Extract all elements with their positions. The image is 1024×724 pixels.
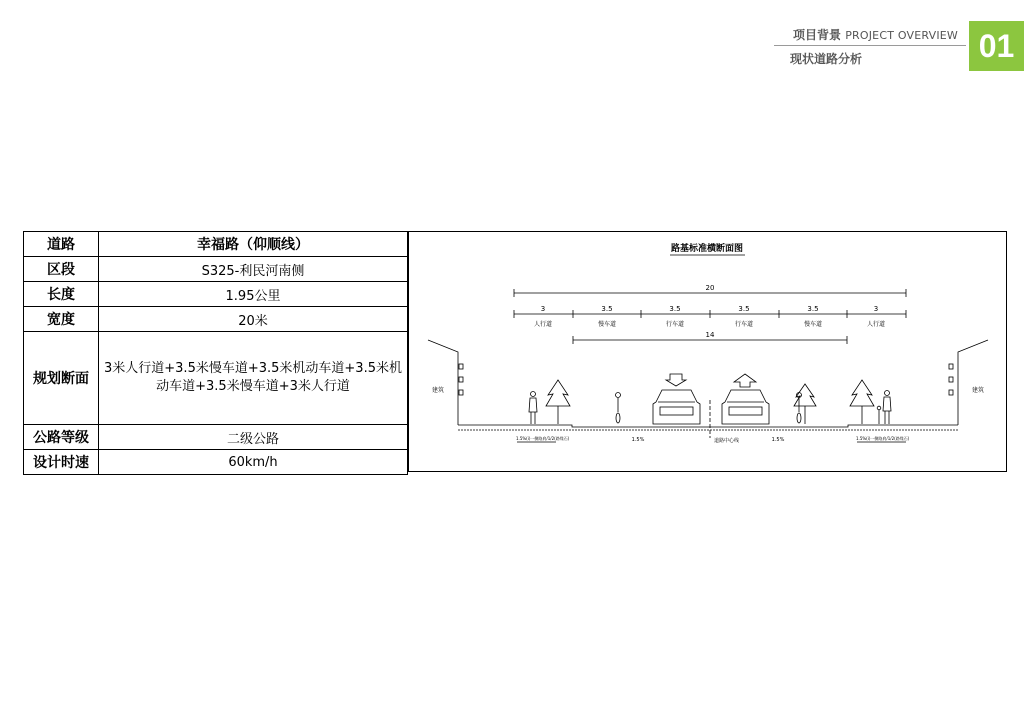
tree-icon [850, 380, 874, 424]
section-title [793, 26, 958, 43]
row-value: 幸福路（仰顺线） [99, 232, 408, 257]
building-window [459, 364, 463, 369]
segment-label: 人行道 [533, 321, 553, 328]
tree-icon [546, 380, 570, 424]
segment-width: 3 [873, 305, 879, 313]
building-window [949, 377, 953, 382]
building-window [949, 364, 953, 369]
segment-label: 行车道 [734, 321, 754, 328]
segment-width: 3.5 [669, 305, 681, 313]
row-label: 宽度 [24, 307, 99, 332]
left-building-label: 建筑 [432, 387, 445, 394]
car-right-icon [722, 374, 769, 424]
table-row [24, 332, 408, 425]
row-label: 区段 [24, 257, 99, 282]
carriageway-width-label: 14 [705, 331, 715, 339]
sidewalk-slope-right: 1.5%(i)一侧路肩/1/2(路缘石) [856, 436, 910, 441]
right-building [958, 340, 988, 425]
building-window [459, 390, 463, 395]
slope-right: 1.5% [771, 437, 785, 443]
segment-width: 3 [540, 305, 546, 313]
segment-label: 慢车道 [597, 321, 617, 328]
table-row [24, 450, 408, 475]
road-info-table [23, 231, 408, 475]
row-label: 设计时速 [24, 450, 99, 475]
segment-label: 行车道 [665, 321, 685, 328]
header-divider [774, 45, 966, 46]
row-value: S325-利民河南侧 [99, 257, 408, 282]
car-left-icon [653, 374, 700, 424]
segment-width: 3.5 [738, 305, 750, 313]
row-label: 规划断面 [24, 332, 99, 425]
left-building [428, 340, 458, 425]
pedestrian-right-icon [877, 391, 891, 425]
cross-section-drawing [408, 231, 1007, 472]
segment-width: 3.5 [601, 305, 613, 313]
building-window [949, 390, 953, 395]
segment-label: 慢车道 [803, 321, 823, 328]
sidewalk-slope-left: 1.5%(i)一侧路肩/1/2(路缘石) [516, 436, 570, 441]
right-building-label: 建筑 [972, 387, 985, 394]
row-value: 60km/h [99, 450, 408, 475]
table-row [24, 307, 408, 332]
row-label: 长度 [24, 282, 99, 307]
table-row [24, 232, 408, 257]
drawing-title: 路基标准横断面图 [670, 244, 744, 254]
page-subtitle: 现状道路分析 [790, 52, 863, 66]
row-label: 公路等级 [24, 425, 99, 450]
row-value: 3米人行道+3.5米慢车道+3.5米机动车道+3.5米机动车道+3.5米慢车道+3米人行道 [99, 332, 408, 425]
row-value: 二级公路 [99, 425, 408, 450]
segment-label: 人行道 [866, 321, 886, 328]
cross-section-svg [409, 232, 1006, 471]
centerline-label: 道路中心线 [714, 438, 740, 444]
table-row [24, 257, 408, 282]
section-title-cn: 项目背景 [792, 28, 841, 42]
section-title-en: PROJECT OVERVIEW [845, 29, 958, 42]
table-row [24, 282, 408, 307]
segment-ticks [514, 310, 906, 318]
slope-left: 1.5% [631, 437, 645, 443]
pedestrian-left-icon [529, 392, 537, 425]
total-width-label: 20 [705, 284, 715, 292]
road-surface [458, 425, 958, 427]
cyclist-left-icon [616, 393, 621, 424]
row-label: 道路 [24, 232, 99, 257]
row-value: 20米 [99, 307, 408, 332]
segment-width: 3.5 [807, 305, 819, 313]
table-row [24, 425, 408, 450]
building-window [459, 377, 463, 382]
row-value: 1.95公里 [99, 282, 408, 307]
page-number-badge: 01 [969, 21, 1024, 71]
